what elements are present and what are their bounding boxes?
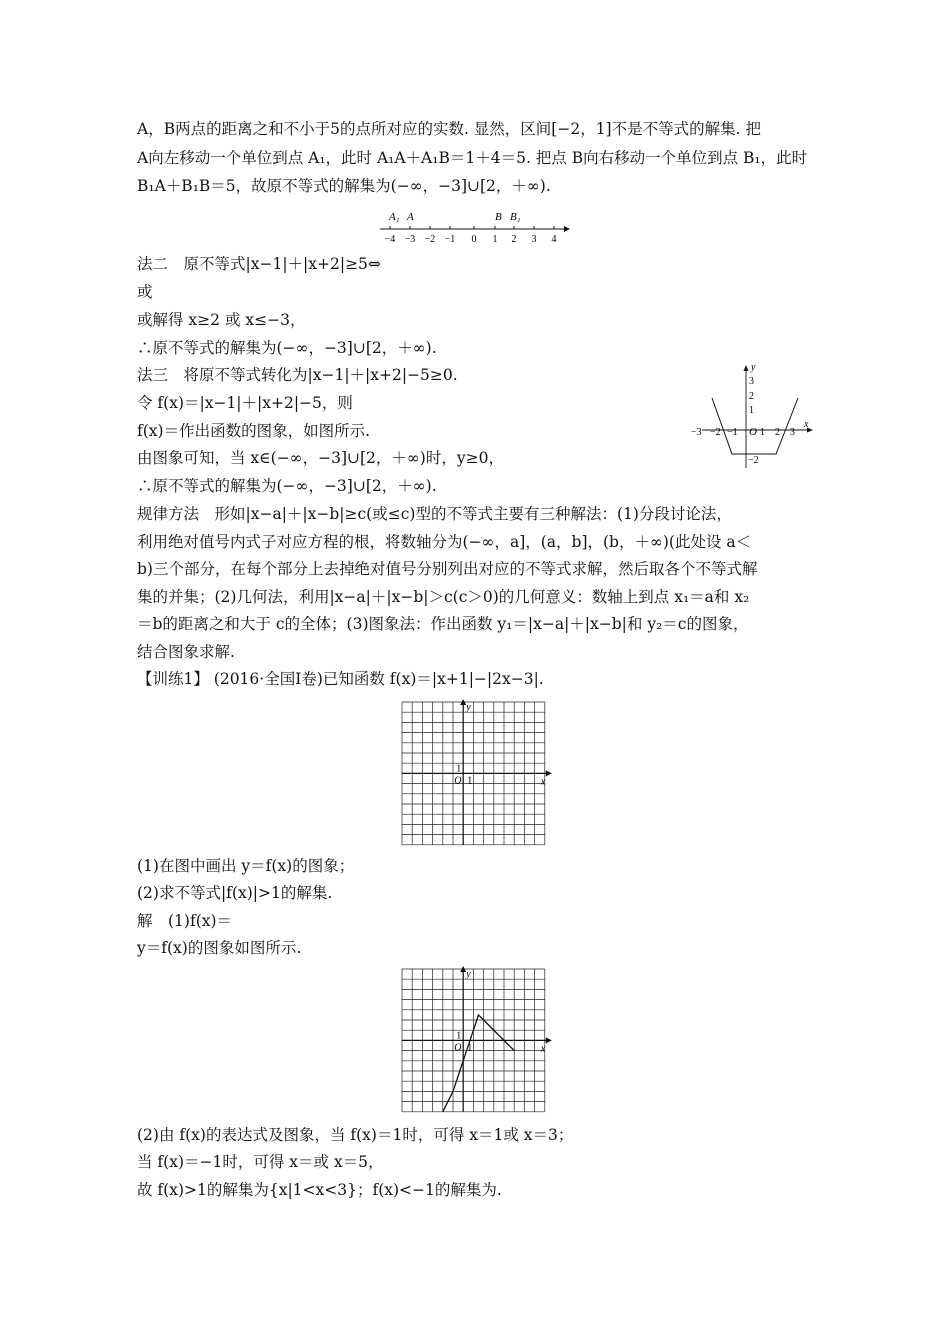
graph-x-tick: −2 <box>710 427 721 438</box>
text-line-19: 【训练1】 (2016·全国Ⅰ卷)已知函数 f(x)＝|x+1|−|2x−3|. <box>137 670 544 688</box>
text-line-10: f(x)＝作出函数的图象，如图所示. <box>137 422 371 440</box>
nl-tick-label: 1 <box>492 234 498 245</box>
graph-y-tick: 3 <box>749 376 754 387</box>
graph-x-tick: 1 <box>760 427 765 438</box>
text-line-16: 集的并集；(2)几何法，利用|x−a|＋|x−b|＞c(c＞0)的几何意义：数轴上到点 x₁＝a和 x₂ <box>137 588 750 606</box>
solution-grid-figure <box>398 965 550 1117</box>
empty-grid-figure <box>398 698 550 848</box>
x-axis-arrow <box>546 1037 552 1043</box>
text-line-11: 由图象可知，当 x∈(−∞，−3]∪[2，＋∞)时，y≥0， <box>137 449 504 467</box>
text-line-1: A，B两点的距离之和不小于5的点所对应的实数. 显然，区间[−2，1]不是不等式的解集. 把 <box>137 120 761 138</box>
nl-tick-label: −3 <box>404 234 416 245</box>
text-line-8: 法三 将原不等式转化为|x−1|＋|x+2|−5≥0. <box>137 366 458 384</box>
text-line-6: 或解得 x≥2 或 x≤−3， <box>137 311 306 329</box>
text-line-12: ∴原不等式的解集为(−∞，−3]∪[2，＋∞). <box>137 477 437 495</box>
text-line-3: B₁A＋B₁B＝5，故原不等式的解集为(−∞，−3]∪[2，＋∞). <box>137 177 551 195</box>
grid-one-y: 1 <box>456 763 462 775</box>
text-line-15: b)三个部分，在每个部分上去掉绝对值号分别列出对应的不等式求解，然后取各个不等式解 <box>137 560 758 578</box>
grid-one-x: 1 <box>467 775 473 787</box>
graph-x-tick: −1 <box>727 427 738 438</box>
grid-x-label: x <box>540 1043 546 1055</box>
text-line-4: 法二 原不等式|x−1|＋|x+2|≥5⇔ <box>137 255 381 273</box>
text-line-22: 解 (1)f(x)＝ <box>137 912 233 930</box>
graph-x-tick: −3 <box>691 427 702 438</box>
graph-y-tick: −2 <box>748 455 759 466</box>
grid-origin: O <box>454 1042 462 1054</box>
grid-y-label: y <box>466 702 471 713</box>
grid-origin: O <box>454 775 462 787</box>
text-line-14: 利用绝对值号内式子对应方程的根，将数轴分为(−∞，a]，(a，b]，(b，＋∞)(此处设 a＜ <box>137 533 752 551</box>
text-line-25: 当 f(x)＝−1时，可得 x＝或 x＝5， <box>137 1153 384 1171</box>
nl-label-A: A <box>407 211 414 223</box>
grid-one-x: 1 <box>467 1042 473 1054</box>
graph-y-tick: 1 <box>749 405 754 416</box>
nl-label-B1: B₁ <box>510 211 521 223</box>
text-line-2: A向左移动一个单位到点 A₁，此时 A₁A＋A₁B＝1＋4＝5. 把点 B向右移动一个单位到点 B₁，此时 <box>137 149 808 167</box>
grid-x-label: x <box>540 776 546 788</box>
graph-x-label: x <box>804 419 809 430</box>
graph-x-tick: 2 <box>775 427 780 438</box>
text-line-24: (2)由 f(x)的表达式及图象，当 f(x)＝1时，可得 x＝1或 x＝3； <box>137 1126 574 1144</box>
number-line-figure <box>378 205 574 245</box>
nl-tick-label: 3 <box>531 234 537 245</box>
text-line-18: 结合图象求解. <box>137 643 235 661</box>
nl-label-A1: A₁ <box>389 211 400 223</box>
text-line-7: ∴原不等式的解集为(−∞，−3]∪[2，＋∞). <box>137 339 437 357</box>
text-line-5: 或 <box>137 283 153 301</box>
text-line-26: 故 f(x)>1的解集为{x|1<x<3}；f(x)<−1的解集为. <box>137 1181 502 1199</box>
graph-y-label: y <box>751 362 756 373</box>
nl-tick-label: 2 <box>511 234 517 245</box>
function-graph-figure <box>691 362 820 472</box>
text-line-9: 令 f(x)＝|x−1|＋|x+2|−5，则 <box>137 394 353 412</box>
graph-y-tick: 2 <box>749 391 754 402</box>
nl-tick-label: 4 <box>551 234 557 245</box>
nl-tick-label: −1 <box>444 234 456 245</box>
graph-x-tick: 3 <box>790 427 795 438</box>
nl-tick-label: −4 <box>384 234 396 245</box>
nl-tick-label: 0 <box>471 234 477 245</box>
nl-tick-label: −2 <box>424 234 436 245</box>
text-line-17: ＝b的距离之和大于 c的全体；(3)图象法：作出函数 y₁＝|x−a|＋|x−b|和 y₂＝c的图象， <box>137 615 749 633</box>
text-line-21: (2)求不等式|f(x)|>1的解集. <box>137 884 333 902</box>
text-line-13: 规律方法 形如|x−a|＋|x−b|≥c(或≤c)型的不等式主要有三种解法：(1)分段讨论法， <box>137 505 732 523</box>
text-line-23: y＝f(x)的图象如图所示. <box>137 939 302 957</box>
grid-y-label: y <box>466 969 471 980</box>
graph-origin: O <box>749 426 757 438</box>
grid-one-y: 1 <box>456 1030 462 1042</box>
text-line-20: (1)在图中画出 y＝f(x)的图象； <box>137 857 355 875</box>
function-polyline <box>443 1015 514 1112</box>
x-axis-arrow <box>546 770 552 776</box>
nl-label-B: B <box>495 211 502 223</box>
